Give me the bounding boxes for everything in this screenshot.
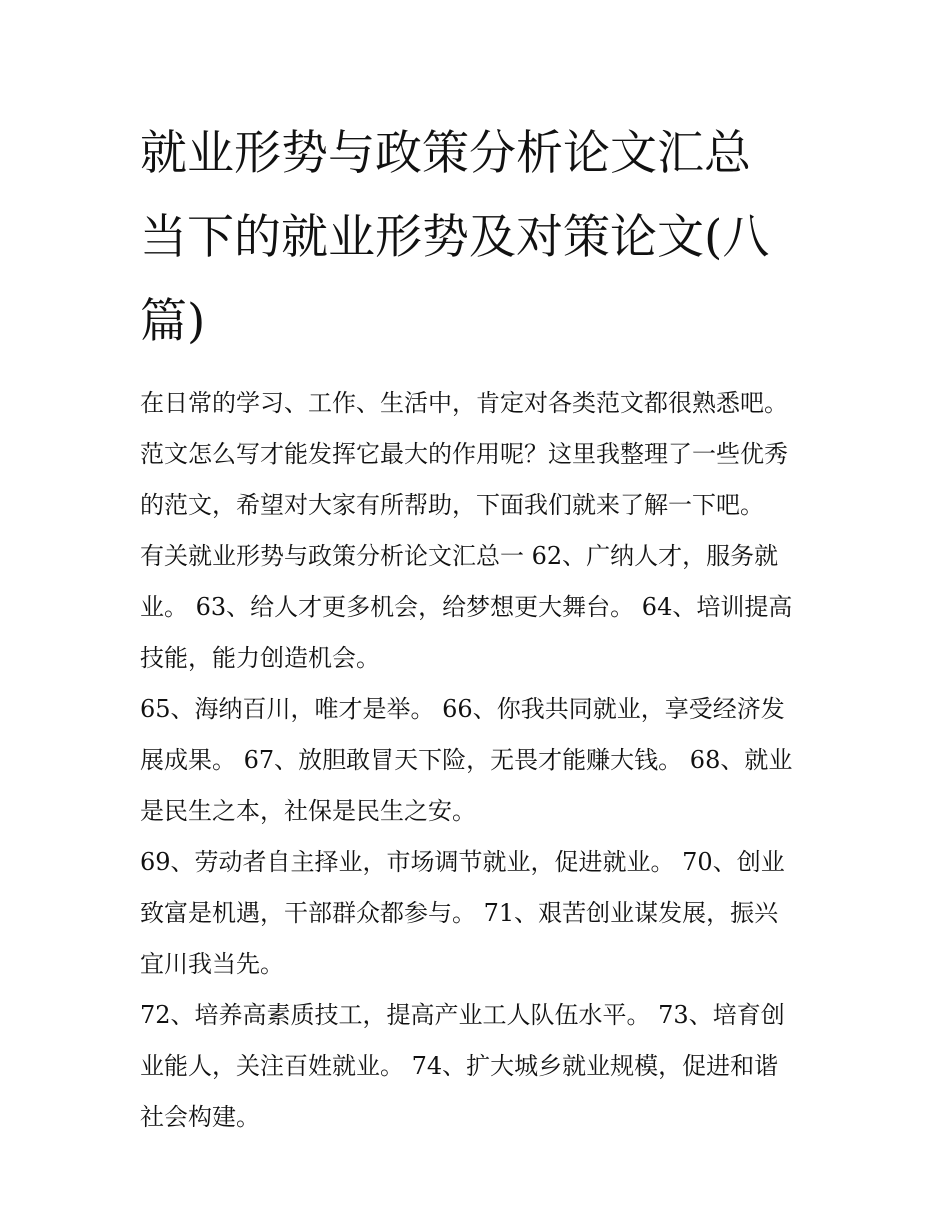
slogan-paragraph <box>140 990 830 1143</box>
intro-paragraph <box>140 378 830 531</box>
text-line: 的范文，希望对大家有所帮助，下面我们就来了解一下吧。 <box>140 491 764 519</box>
text-line: 业能人，关注百姓就业。 74、扩大城乡就业规模，促进和谐 <box>140 1052 779 1080</box>
text-line: 社会构建。 <box>140 1103 260 1131</box>
title-line: 篇) <box>140 294 206 349</box>
slogan-paragraph <box>140 684 830 837</box>
text-line: 在日常的学习、工作、生活中，肯定对各类范文都很熟悉吧。 <box>140 389 788 417</box>
document-title <box>140 112 830 364</box>
text-line: 业。 63、给人才更多机会，给梦想更大舞台。 64、培训提高 <box>140 593 793 621</box>
text-line: 是民生之本，社保是民生之安。 <box>140 797 476 825</box>
text-line: 展成果。 67、放胆敢冒天下险，无畏才能赚大钱。 68、就业 <box>140 746 793 774</box>
text-line: 72、培养高素质技工，提高产业工人队伍水平。 73、培育创 <box>140 1001 785 1029</box>
text-line: 技能，能力创造机会。 <box>140 644 380 672</box>
text-line: 有关就业形势与政策分析论文汇总一 62、广纳人才，服务就 <box>140 542 779 570</box>
text-line: 致富是机遇，干部群众都参与。 71、艰苦创业谋发展，振兴 <box>140 899 779 927</box>
title-line: 当下的就业形势及对策论文(八 <box>140 210 770 265</box>
text-line: 宜川我当先。 <box>140 950 284 978</box>
text-line: 65、海纳百川，唯才是举。 66、你我共同就业，享受经济发 <box>140 695 785 723</box>
slogan-paragraph <box>140 531 830 684</box>
slogan-paragraph <box>140 837 830 990</box>
text-line: 69、劳动者自主择业，市场调节就业，促进就业。 70、创业 <box>140 848 785 876</box>
text-line: 范文怎么写才能发挥它最大的作用呢？这里我整理了一些优秀 <box>140 440 788 468</box>
title-line: 就业形势与政策分析论文汇总 <box>140 126 751 181</box>
document-content <box>140 112 830 1143</box>
